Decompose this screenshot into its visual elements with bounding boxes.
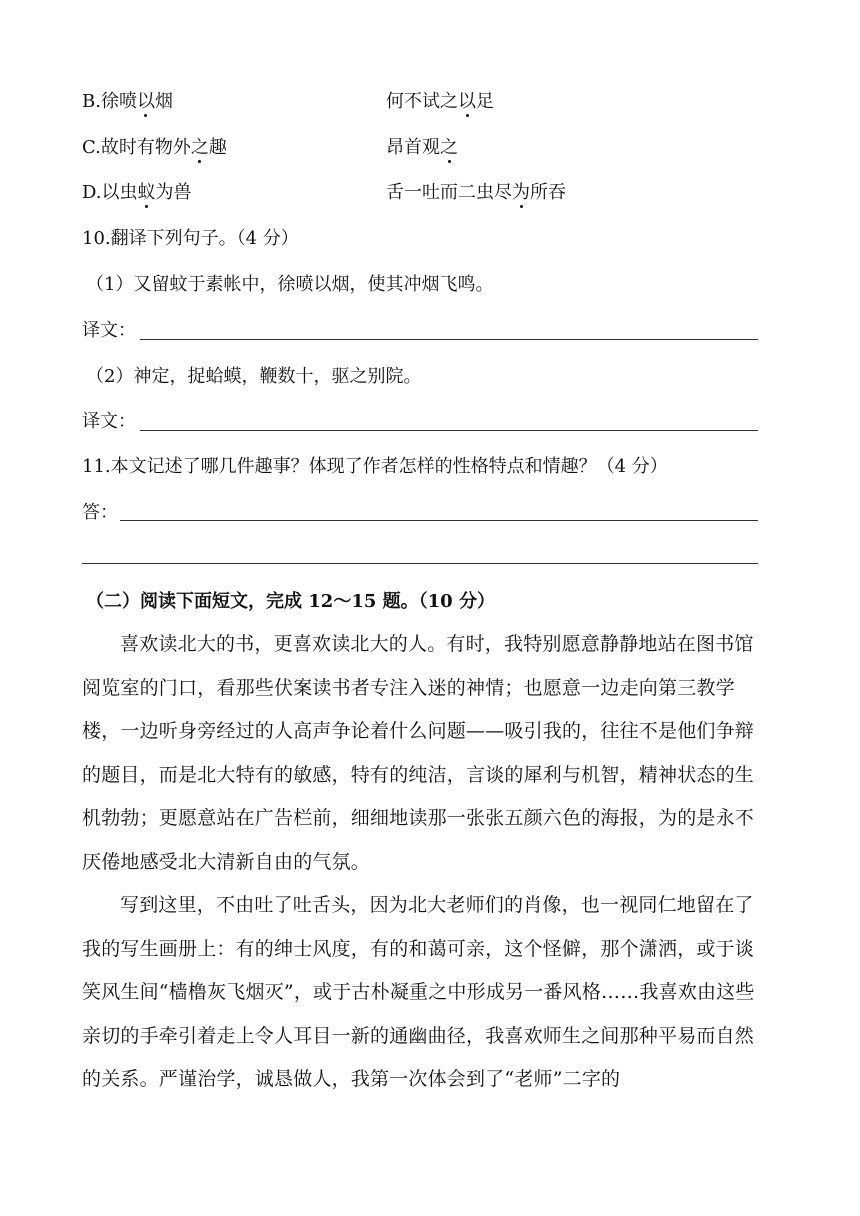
emphasized-char: 之 — [190, 137, 209, 158]
answer-label: 译文： — [82, 320, 136, 341]
question-10-title: 10.翻译下列句子。（4 分） — [82, 228, 299, 249]
option-char: 所 — [530, 182, 548, 203]
option-char: 故 — [100, 137, 119, 158]
option-char: 徐 — [100, 91, 119, 112]
option-label: D. — [82, 182, 102, 203]
option-char: 试 — [422, 91, 440, 112]
option-char: 尽 — [494, 182, 512, 203]
option-char: 足 — [476, 91, 494, 112]
option-char: 之 — [440, 91, 458, 112]
option-char: 外 — [172, 137, 191, 158]
option-char: 时 — [118, 137, 137, 158]
option-b-left — [82, 90, 173, 114]
option-char: 虫 — [119, 182, 138, 203]
option-char: 虫 — [476, 182, 494, 203]
option-char: 舌 — [386, 182, 404, 203]
option-char: 物 — [154, 137, 173, 158]
emphasized-char: 以 — [136, 91, 155, 112]
emphasized-char: 之 — [440, 137, 458, 158]
option-char: 以 — [101, 182, 120, 203]
answer-label: 译文： — [82, 411, 136, 432]
paragraph-1: 喜欢读北大的书，更喜欢读北大的人。有时，我特别愿意静静地站在图书馆阅览室的门口，看那些伏案读书者专注入迷的神情；也愿意一边走向第三教学楼，一边听身旁经过的人高声争论着什么问题——吸引我的，往往不是他们争辩的题目，而是北大特有的敏感，特有的纯洁，言谈的犀利与机智，精神状态的生机勃勃；更愿意站在广告栏前，细细地读那一张张五颜六色的海报，为的是永不厌倦地感受北大清新自由的气氛。 — [82, 633, 755, 873]
option-char: 而 — [440, 182, 458, 203]
option-char: 观 — [422, 137, 440, 158]
option-char: 不 — [404, 91, 422, 112]
answer-blank-4[interactable] — [82, 563, 758, 564]
option-c-left — [82, 136, 227, 160]
emphasized-char: 为 — [512, 182, 530, 203]
option-char: 吞 — [548, 182, 566, 203]
option-d-left — [82, 181, 192, 205]
answer-blank-3[interactable] — [120, 520, 758, 521]
paragraph-2: 写到这里，不由吐了吐舌头，因为北大老师们的肖像，也一视同仁地留在了我的写生画册上：有的绅士风度，有的和蔼可亲，这个怪僻，那个潇洒，或于谈笑风生间“樯橹灰飞烟灭”，或于古朴凝重之中形成另一番风格……我喜欢由这些亲切的手牵引着走上令人耳目一新的通幽曲径，我喜欢师生之间那种平易而自然的关系。严谨治学，诚恳做人，我第一次体会到了“老师”二字的 — [82, 894, 755, 1090]
section-2-heading: （二）阅读下面短文，完成 12～15 题。（10 分） — [86, 591, 495, 612]
option-b-right — [386, 90, 494, 114]
option-char: 烟 — [154, 91, 173, 112]
option-char: 趣 — [208, 137, 227, 158]
option-char: 昂 — [386, 137, 404, 158]
option-char: 何 — [386, 91, 404, 112]
emphasized-char: 蚁 — [137, 182, 156, 203]
option-char: 二 — [458, 182, 476, 203]
emphasized-char: 以 — [458, 91, 476, 112]
answer-label: 答： — [82, 502, 118, 523]
option-char: 有 — [136, 137, 155, 158]
answer-blank-2[interactable] — [140, 430, 758, 431]
answer-blank-1[interactable] — [140, 339, 758, 340]
question-10-sentence-2: （2）神定，捉蛤蟆，鞭数十，驱之别院。 — [86, 366, 422, 387]
question-10-sentence-1: （1）又留蚊于素帐中，徐喷以烟，使其冲烟飞鸣。 — [86, 274, 494, 295]
option-label: C. — [82, 137, 101, 158]
option-c-right — [386, 136, 458, 160]
option-char: 为 — [155, 182, 174, 203]
option-d-right — [386, 181, 566, 205]
option-char: 兽 — [173, 182, 192, 203]
option-char: 一 — [404, 182, 422, 203]
option-char: 首 — [404, 137, 422, 158]
option-char: 喷 — [118, 91, 137, 112]
option-label: B. — [82, 91, 101, 112]
option-char: 吐 — [422, 182, 440, 203]
question-11-title: 11.本文记述了哪几件趣事？体现了作者怎样的性格特点和情趣？（4 分） — [82, 456, 668, 477]
